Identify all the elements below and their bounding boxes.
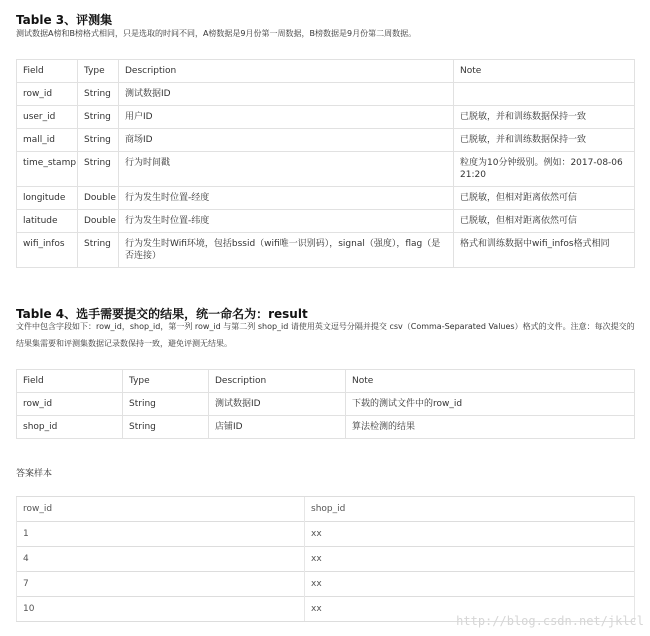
header-cell: Type xyxy=(123,370,209,393)
table-cell: 测试数据ID xyxy=(209,393,346,416)
table-cell: 测试数据ID xyxy=(119,83,454,106)
table-cell: 行为发生时位置-纬度 xyxy=(119,210,454,233)
table-cell: row_id xyxy=(17,83,78,106)
header-cell: Note xyxy=(454,60,635,83)
table-header-row xyxy=(17,60,635,83)
table-cell: String xyxy=(78,129,119,152)
table-row xyxy=(17,547,635,572)
table-cell: 店铺ID xyxy=(209,416,346,439)
watermark: http://blog.csdn.net/jklcl xyxy=(456,614,644,628)
header-cell: shop_id xyxy=(305,497,635,522)
table-cell: latitude xyxy=(17,210,78,233)
table-row xyxy=(17,152,635,187)
table-cell: 格式和训练数据中wifi_infos格式相同 xyxy=(454,233,635,268)
table-cell: String xyxy=(78,152,119,187)
table-cell: 7 xyxy=(17,572,305,597)
table-cell: String xyxy=(78,83,119,106)
table-cell: 行为发生时Wifi环境，包括bssid（wifi唯一识别码），signal（强度），flag（是否连接） xyxy=(119,233,454,268)
table3-title: Table 3、评测集 xyxy=(16,13,113,27)
table-cell: longitude xyxy=(17,187,78,210)
table-cell: 已脱敏，但相对距离依然可信 xyxy=(454,210,635,233)
table-row xyxy=(17,393,635,416)
header-cell: Note xyxy=(346,370,635,393)
table-header-row xyxy=(17,497,635,522)
table-row xyxy=(17,572,635,597)
table-row xyxy=(17,522,635,547)
table-cell: String xyxy=(123,416,209,439)
table-cell xyxy=(454,83,635,106)
table-cell: 已脱敏，并和训练数据保持一致 xyxy=(454,129,635,152)
header-cell: Description xyxy=(209,370,346,393)
header-cell: Description xyxy=(119,60,454,83)
table-cell: 行为发生时位置-经度 xyxy=(119,187,454,210)
table-row xyxy=(17,416,635,439)
table-cell: Double xyxy=(78,187,119,210)
table-cell: 商场ID xyxy=(119,129,454,152)
table-cell: 10 xyxy=(17,597,305,622)
table-cell: 4 xyxy=(17,547,305,572)
table-header-row xyxy=(17,370,635,393)
header-cell: row_id xyxy=(17,497,305,522)
header-cell: Field xyxy=(17,370,123,393)
table4 xyxy=(16,369,635,439)
table-row xyxy=(17,233,635,268)
table-row xyxy=(17,187,635,210)
table-row xyxy=(17,210,635,233)
table-cell: 下载的测试文件中的row_id xyxy=(346,393,635,416)
table4-title: Table 4、选手需要提交的结果，统一命名为：result xyxy=(16,307,308,321)
table-cell: xx xyxy=(305,572,635,597)
table-cell: String xyxy=(78,106,119,129)
header-cell: Field xyxy=(17,60,78,83)
table-cell: xx xyxy=(305,547,635,572)
table-cell: 算法检测的结果 xyxy=(346,416,635,439)
table-cell: shop_id xyxy=(17,416,123,439)
sample-caption: 答案样本 xyxy=(16,469,53,479)
table-cell: xx xyxy=(305,597,635,622)
table-cell: 1 xyxy=(17,522,305,547)
table-cell: xx xyxy=(305,522,635,547)
table-cell: String xyxy=(123,393,209,416)
table4-description: 文件中包含字段如下：row_id，shop_id，第一列 row_id 与第二列 shop_id 请使用英文逗号分隔并提交 csv（Comma-Separated Values）格式的文件。注意：每次提交的结果集需要和评测集数据记录数保持一致，避免评测无结果。 xyxy=(16,322,635,348)
table-cell: time_stamp xyxy=(17,152,78,187)
table3 xyxy=(16,59,635,268)
header-cell: Type xyxy=(78,60,119,83)
table-row xyxy=(17,129,635,152)
table-cell: 粒度为10分钟级别。例如：2017-08-06 21:20 xyxy=(454,152,635,187)
table3-description: 测试数据A榜和B榜格式相同，只是选取的时间不同，A榜数据是9月份第一周数据，B榜数据是9月份第二周数据。 xyxy=(16,29,417,38)
sample-table xyxy=(16,496,635,622)
table-cell: Double xyxy=(78,210,119,233)
table-cell: 用户ID xyxy=(119,106,454,129)
table-cell: 已脱敏，并和训练数据保持一致 xyxy=(454,106,635,129)
table-cell: 行为时间戳 xyxy=(119,152,454,187)
table-cell: 已脱敏，但相对距离依然可信 xyxy=(454,187,635,210)
table-row xyxy=(17,83,635,106)
table-row xyxy=(17,106,635,129)
table-cell: wifi_infos xyxy=(17,233,78,268)
table-cell: user_id xyxy=(17,106,78,129)
table-cell: String xyxy=(78,233,119,268)
table-cell: row_id xyxy=(17,393,123,416)
table-cell: mall_id xyxy=(17,129,78,152)
